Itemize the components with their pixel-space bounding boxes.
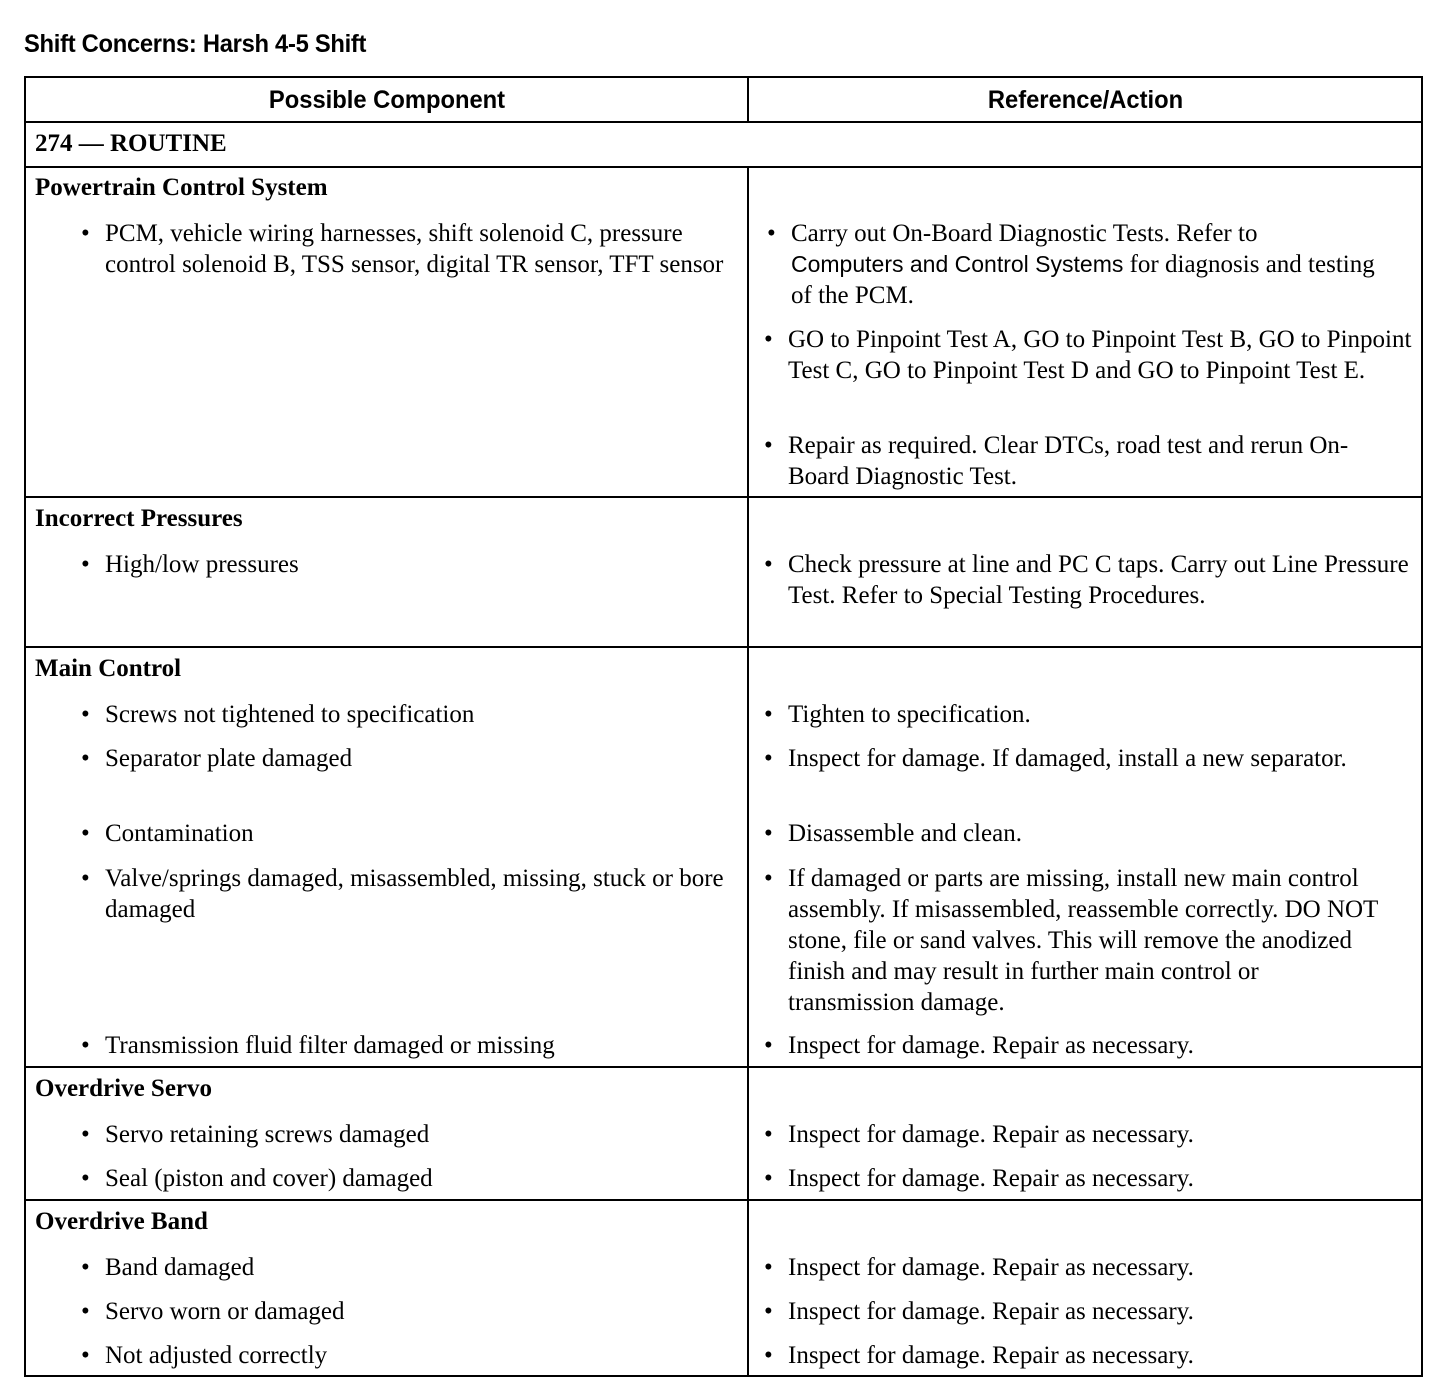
bullet-icon: • <box>764 1342 773 1369</box>
component-item: • PCM, vehicle wiring harnesses, shift solenoid C, pressure control solenoid B, TSS sensor, digital TR sensor, TFT sensor <box>81 220 724 278</box>
component-item: • Screws not tightened to specification <box>81 701 475 728</box>
action-item: • Inspect for damage. Repair as necessary. <box>764 1121 1194 1148</box>
component-item: • Servo worn or damaged <box>81 1298 345 1325</box>
action-item: • Inspect for damage. Repair as necessary. <box>764 1298 1194 1325</box>
action-item: • Repair as required. Clear DTCs, road test and rerun On-Board Diagnostic Test. <box>764 432 1349 490</box>
bullet-icon: • <box>81 551 90 578</box>
bullet-icon: • <box>81 1298 90 1325</box>
bullet-icon: • <box>764 326 773 353</box>
bullet-icon: • <box>81 865 90 892</box>
bullet-icon: • <box>764 1165 773 1192</box>
bullet-icon: • <box>81 1254 90 1281</box>
action-item: • Disassemble and clean. <box>764 820 1022 847</box>
component-item: • High/low pressures <box>81 551 299 578</box>
shift-concerns-table <box>24 76 1423 1377</box>
action-item: • Inspect for damage. Repair as necessary. <box>764 1165 1194 1192</box>
bullet-icon: • <box>81 1121 90 1148</box>
action-item: • Inspect for damage. Repair as necessary. <box>764 1342 1194 1369</box>
section-title: Powertrain Control System <box>35 174 328 201</box>
component-item: • Valve/springs damaged, misassembled, missing, stuck or bore damaged <box>81 865 724 923</box>
bullet-icon: • <box>764 820 773 847</box>
bullet-icon: • <box>767 220 776 247</box>
bullet-icon: • <box>764 551 773 578</box>
bullet-icon: • <box>81 1165 90 1192</box>
bullet-icon: • <box>764 701 773 728</box>
divider <box>26 1066 1421 1068</box>
page-title: Shift Concerns: Harsh 4-5 Shift <box>24 30 367 58</box>
divider <box>26 166 1421 168</box>
bullet-icon: • <box>764 1254 773 1281</box>
component-item: • Contamination <box>81 820 254 847</box>
component-item: • Servo retaining screws damaged <box>81 1121 430 1148</box>
action-item: • Carry out On-Board Diagnostic Tests. Refer to Computers and Control Systems for diagnosis and testing of the PCM. <box>767 220 1375 309</box>
bullet-icon: • <box>81 1032 90 1059</box>
bullet-icon: • <box>764 1298 773 1325</box>
section-title: Overdrive Band <box>35 1208 208 1235</box>
divider <box>26 1199 1421 1201</box>
component-item: • Not adjusted correctly <box>81 1342 328 1369</box>
divider <box>26 646 1421 648</box>
bullet-icon: • <box>764 1032 773 1059</box>
bullet-icon: • <box>81 1342 90 1369</box>
component-item: • Seal (piston and cover) damaged <box>81 1165 433 1192</box>
bullet-icon: • <box>81 745 90 772</box>
bullet-icon: • <box>81 820 90 847</box>
bullet-icon: • <box>764 865 773 892</box>
column-divider <box>747 166 749 1377</box>
divider <box>26 496 1421 498</box>
section-title: Incorrect Pressures <box>35 505 243 532</box>
section-title: Overdrive Servo <box>35 1075 213 1102</box>
column-divider <box>747 78 749 122</box>
header-reference-action: Reference/Action <box>987 86 1184 114</box>
action-item: • Tighten to specification. <box>764 701 1031 728</box>
header-possible-component: Possible Component <box>268 86 506 114</box>
action-item: • Inspect for damage. Repair as necessary. <box>764 1032 1194 1059</box>
bullet-icon: • <box>764 745 773 772</box>
section-title: Main Control <box>35 655 182 682</box>
action-item: • Inspect for damage. Repair as necessary. <box>764 1254 1194 1281</box>
bullet-icon: • <box>764 432 773 459</box>
component-item: • Separator plate damaged <box>81 745 353 772</box>
computers-and-control-systems-link[interactable]: Computers and Control Systems <box>791 251 1124 277</box>
action-item: • If damaged or parts are missing, install new main control assembly. If misassembled, reassemble correctly. DO NOT stone, file or sand valves. This will remove the anodized finish and may result in further main control or transmission damage. <box>764 865 1378 1016</box>
routine-label: 274 — ROUTINE <box>35 130 227 157</box>
action-item: • Inspect for damage. If damaged, install a new separator. <box>764 745 1347 772</box>
component-item: • Transmission fluid filter damaged or missing <box>81 1032 555 1059</box>
bullet-icon: • <box>81 701 90 728</box>
bullet-icon: • <box>81 220 90 247</box>
bullet-icon: • <box>764 1121 773 1148</box>
action-item: • GO to Pinpoint Test A, GO to Pinpoint Test B, GO to Pinpoint Test C, GO to Pinpoint Test D and GO to Pinpoint Test E. <box>764 326 1412 384</box>
component-item: • Band damaged <box>81 1254 255 1281</box>
action-item: • Check pressure at line and PC C taps. Carry out Line Pressure Test. Refer to Special Testing Procedures. <box>764 551 1409 609</box>
